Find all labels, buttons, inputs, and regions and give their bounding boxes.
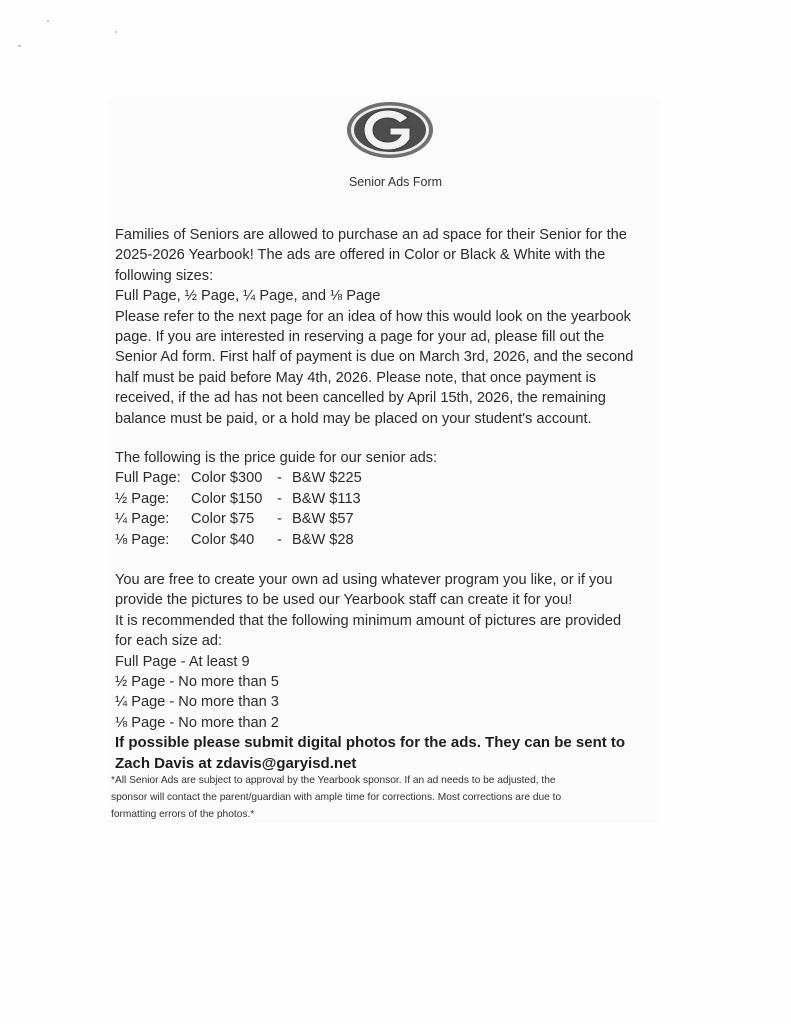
pictures-paragraph <box>115 570 675 774</box>
scan-speck <box>115 31 117 33</box>
intro-line: half must be paid before May 4th, 2026. Please note, that once payment is <box>115 369 597 386</box>
form-title: Senior Ads Form <box>348 175 443 189</box>
price-row <box>115 468 675 488</box>
intro-line: Please refer to the next page for an idea of how this would look on the yearbook <box>115 308 631 325</box>
price-separator: - <box>277 531 282 548</box>
footnote-line: formatting errors of the photos.* <box>111 809 255 820</box>
intro-line: 2025-2026 Yearbook! The ads are offered in Color or Black & White with the <box>115 247 606 264</box>
contact-email-line: Zach Davis at zdavis@garyisd.net <box>115 754 357 772</box>
price-bw: B&W $28 <box>292 531 354 548</box>
price-color: Color $75 <box>191 511 255 528</box>
price-separator: - <box>277 490 282 507</box>
footnote-line: sponsor will contact the parent/guardian with ample time for corrections. Most corrections are due to <box>111 792 562 803</box>
price-size: ¼ Page: <box>115 511 170 528</box>
intro-line: Senior Ad form. First half of payment is due on March 3rd, 2026, and the second <box>115 349 634 366</box>
price-row <box>115 530 675 550</box>
pictures-line: It is recommended that the following minimum amount of pictures are provided <box>115 612 622 629</box>
picture-count-line: ½ Page - No more than 5 <box>115 674 279 691</box>
intro-line: received, if the ad has not been cancelled by April 15th, 2026, the remaining <box>115 390 606 407</box>
price-row <box>115 509 675 529</box>
price-guide-heading: The following is the price guide for our senior ads: <box>115 450 438 466</box>
price-color: Color $300 <box>191 470 263 487</box>
price-guide <box>115 448 675 550</box>
intro-paragraph <box>115 225 675 429</box>
pictures-line: provide the pictures to be used our Yearbook staff can create it for you! <box>115 592 573 609</box>
price-size: ⅛ Page: <box>115 531 170 548</box>
picture-count-line: Full Page - At least 9 <box>115 653 250 670</box>
intro-line: balance must be paid, or a hold may be placed on your student's account. <box>115 410 592 427</box>
scan-speck <box>47 20 49 22</box>
intro-line: Families of Seniors are allowed to purchase an ad space for their Senior for the <box>115 227 627 243</box>
intro-line: following sizes: <box>115 267 214 284</box>
footnote-line: *All Senior Ads are subject to approval by the Yearbook sponsor. If an ad needs to be adjusted, the <box>111 775 556 786</box>
school-g-logo <box>346 101 434 159</box>
price-size: ½ Page: <box>115 490 170 507</box>
pictures-line: You are free to create your own ad using whatever program you like, or if you <box>115 572 613 588</box>
price-separator: - <box>277 470 282 487</box>
sizes-line: Full Page, ½ Page, ¼ Page, and ⅛ Page <box>115 288 381 305</box>
price-bw: B&W $57 <box>292 511 354 528</box>
picture-count-line: ¼ Page - No more than 3 <box>115 694 279 711</box>
price-row <box>115 489 675 509</box>
scan-speck <box>18 45 21 47</box>
picture-count-line: ⅛ Page - No more than 2 <box>115 714 279 731</box>
price-bw: B&W $225 <box>292 470 362 487</box>
price-separator: - <box>277 511 282 528</box>
price-bw: B&W $113 <box>292 490 361 507</box>
price-color: Color $150 <box>191 490 263 507</box>
footnote <box>111 772 671 823</box>
contact-line: If possible please submit digital photos for the ads. They can be sent to <box>115 734 626 752</box>
intro-line: page. If you are interested in reserving a page for your ad, please fill out the <box>115 329 605 346</box>
price-color: Color $40 <box>191 531 255 548</box>
pictures-line: for each size ad: <box>115 633 223 650</box>
price-size: Full Page: <box>115 470 181 487</box>
